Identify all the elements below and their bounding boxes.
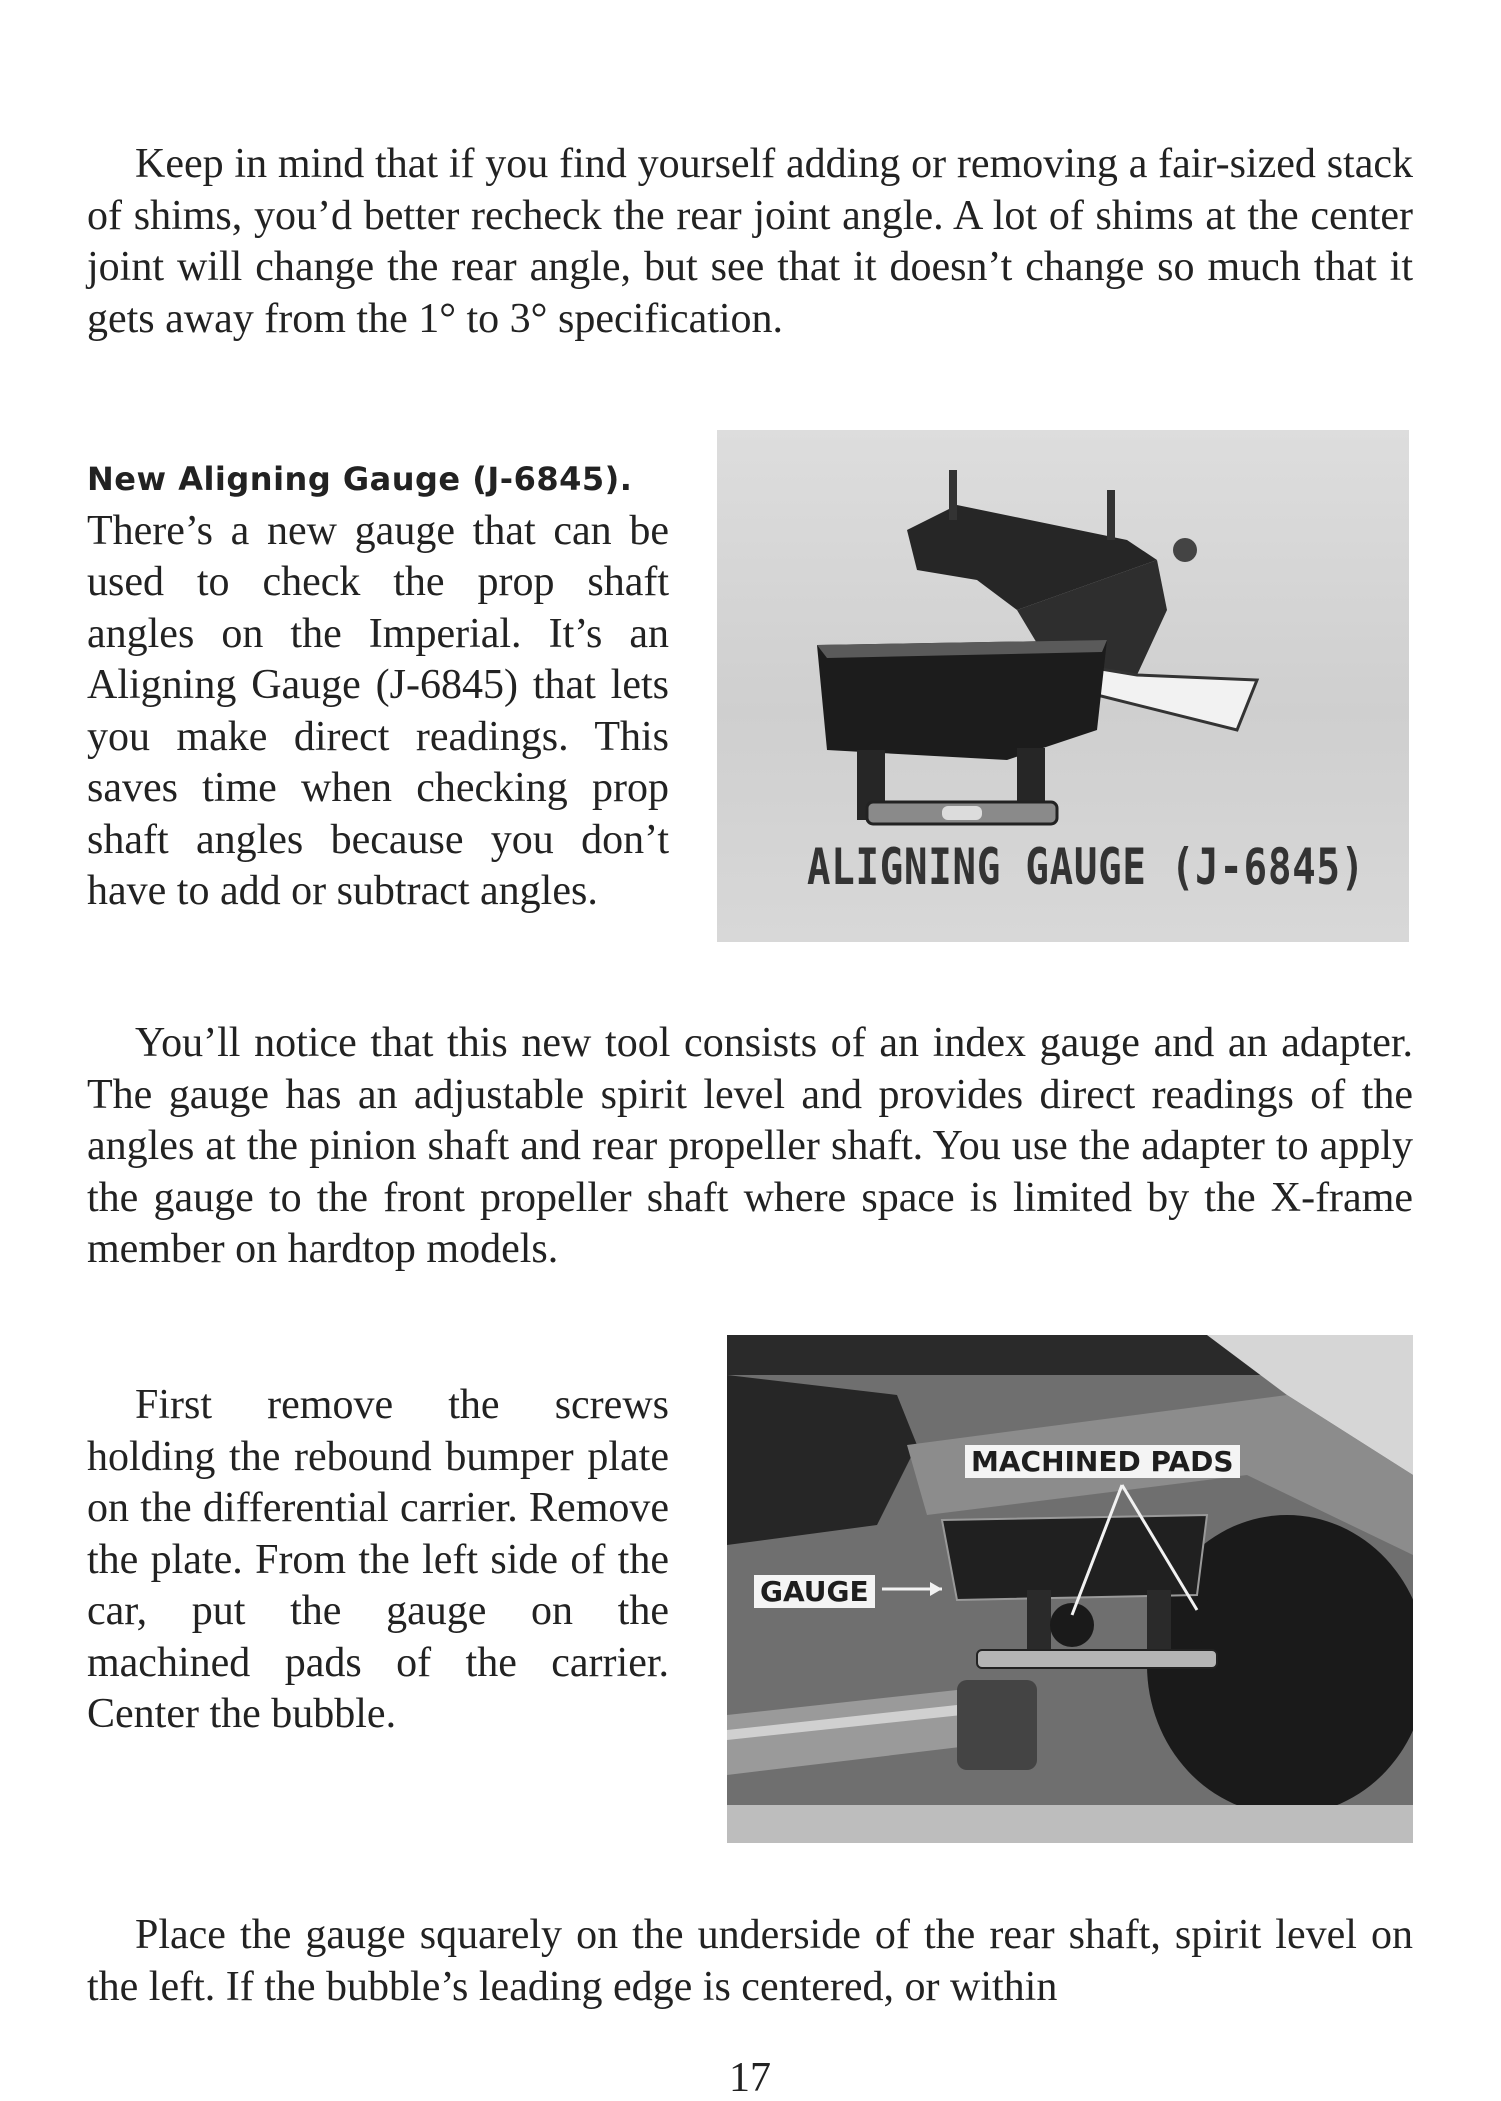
- gauge-body: [942, 1515, 1207, 1600]
- floor-strip: [727, 1805, 1413, 1843]
- machined-pad-right: [1175, 1598, 1219, 1642]
- page-number: 17: [729, 2055, 771, 2101]
- new-gauge-paragraph: [87, 452, 669, 918]
- gauge-channel: [817, 640, 1107, 760]
- spirit-level: [977, 1650, 1217, 1668]
- place-gauge-paragraph: Place the gauge squarely on the underside of the rear shaft, spirit level on the left. If the bubble’s leading edge is centered, or within: [87, 1912, 1413, 2010]
- figure-caption: ALIGNING GAUGE (J-6845): [807, 838, 1365, 896]
- frame-member-left: [727, 1375, 917, 1545]
- intro-paragraph: Keep in mind that if you find yourself adding or removing a fair-sized stack of shims, you’d better recheck the rear joint angle. A lot of shims at the center joint will change the rear angle, but see that it doesn’t change so much that it gets away from the 1° to 3° specification.: [87, 141, 1413, 342]
- aligning-gauge-photo: [717, 430, 1409, 942]
- gauge-arrowhead: [930, 1582, 942, 1596]
- adapter-pin-2: [1107, 490, 1115, 540]
- machined-pads-photo: [727, 1335, 1413, 1843]
- tool-description-paragraph: You’ll notice that this new tool consists of an index gauge and an adapter. The gauge has an adjustable spirit level and provides direct readings of the angles at the pinion shaft and rear propeller shaft. You use the adapter to apply the gauge to the front propeller shaft where space is limited by the X-frame member on hardtop models.: [87, 1020, 1413, 1272]
- adapter-knob: [1173, 538, 1197, 562]
- callout-machined-pads: MACHINED PADS: [965, 1445, 1240, 1478]
- first-step-paragraph: First remove the screws holding the rebound bumper plate on the differential carrier. Remove the plate. From the left side of the car, put the gauge on the machined pads of the carrier. Center the bubble.: [87, 1382, 669, 1737]
- adapter-pin: [949, 470, 957, 520]
- universal-joint: [957, 1680, 1037, 1770]
- machined-pad-left: [1050, 1603, 1094, 1647]
- new-gauge-body: There’s a new gauge that can be used to check the prop shaft angles on the Imperial. It’s an Aligning Gauge (J-6845) that lets you make direct readings. This saves time when checking prop shaft angles because you don’t have to add or subtract angles.: [87, 507, 669, 914]
- callout-gauge: GAUGE: [754, 1575, 875, 1608]
- gauge-post-right: [1147, 1590, 1171, 1655]
- gauge-post-left: [1027, 1590, 1051, 1655]
- new-gauge-heading: New Aligning Gauge (J-6845).: [87, 460, 633, 498]
- level-bubble: [942, 806, 982, 820]
